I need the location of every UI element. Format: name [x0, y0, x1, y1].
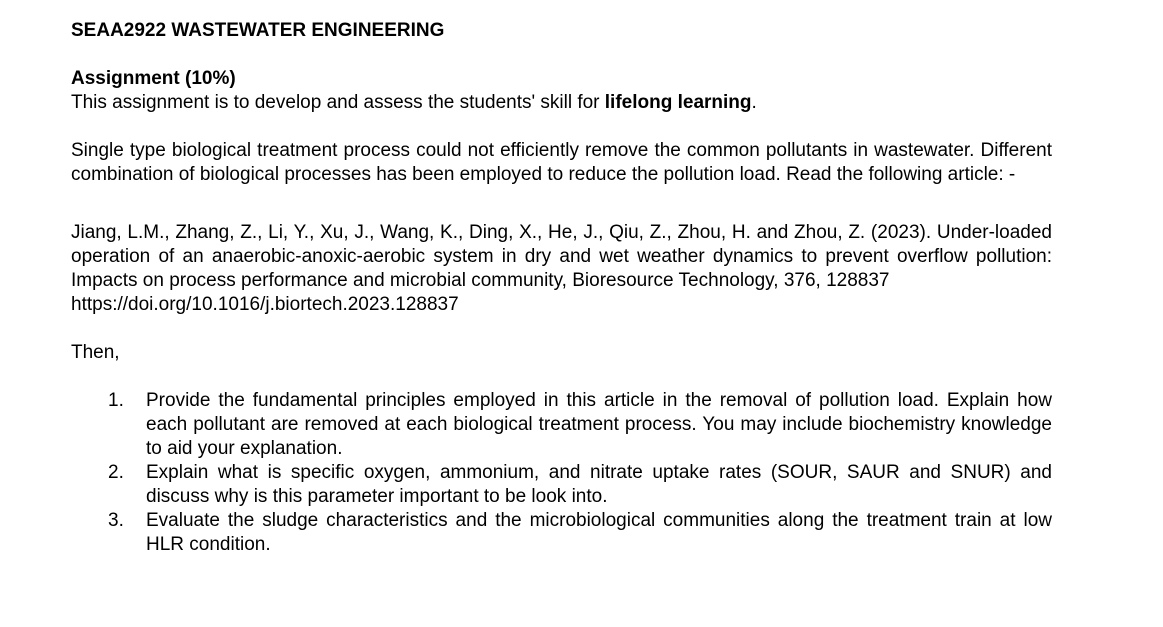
spacer — [71, 365, 1052, 389]
context-paragraph: Single type biological treatment process could not efficiently remove the common pollutants in wastewater. Different combination of biological processes has been employed to reduce the pollution load. Read the following article: - — [71, 140, 1052, 185]
question-text: Provide the fundamental principles employed in this article in the removal of pollution load. Explain how each pollutant are removed at each biological treatment process. You may include biochemistry knowledge to aid your explanation. — [146, 390, 1052, 459]
document-page — [71, 19, 1052, 557]
question-text: Evaluate the sludge characteristics and the microbiological communities along the treatment train at low HLR condition. — [146, 510, 1052, 555]
spacer — [71, 187, 1052, 221]
question-list — [71, 389, 1052, 557]
question-item — [71, 461, 1052, 509]
course-title: SEAA2922 WASTEWATER ENGINEERING — [71, 20, 445, 41]
assignment-intro-bold: lifelong learning — [604, 92, 752, 113]
reference-doi: https://doi.org/10.1016/j.biortech.2023.128837 — [71, 294, 459, 315]
assignment-intro-suffix: . — [751, 92, 757, 113]
question-item — [71, 509, 1052, 557]
assignment-intro-prefix: This assignment is to develop and assess the students' skill for — [71, 92, 605, 113]
spacer — [71, 317, 1052, 341]
question-number: 1. — [108, 390, 124, 411]
question-number: 3. — [108, 510, 124, 531]
then-label: Then, — [71, 342, 120, 363]
reference-citation: Jiang, L.M., Zhang, Z., Li, Y., Xu, J., Wang, K., Ding, X., He, J., Qiu, Z., Zhou, H. and Zhou, Z. (2023). Under-loaded operation of an anaerobic-anoxic-aerobic system in dry and wet weather dynamics to prevent overflow pollution: Impacts on process performance and microbial community, Bioresource Technology, 376, 128837 — [71, 222, 1052, 291]
question-text: Explain what is specific oxygen, ammonium, and nitrate uptake rates (SOUR, SAUR and SNUR) and discuss why is this parameter important to be look into. — [146, 462, 1052, 507]
spacer — [71, 115, 1052, 139]
assignment-intro — [71, 91, 1052, 115]
question-number: 2. — [108, 462, 124, 483]
assignment-heading: Assignment (10%) — [71, 68, 236, 89]
question-item — [71, 389, 1052, 461]
